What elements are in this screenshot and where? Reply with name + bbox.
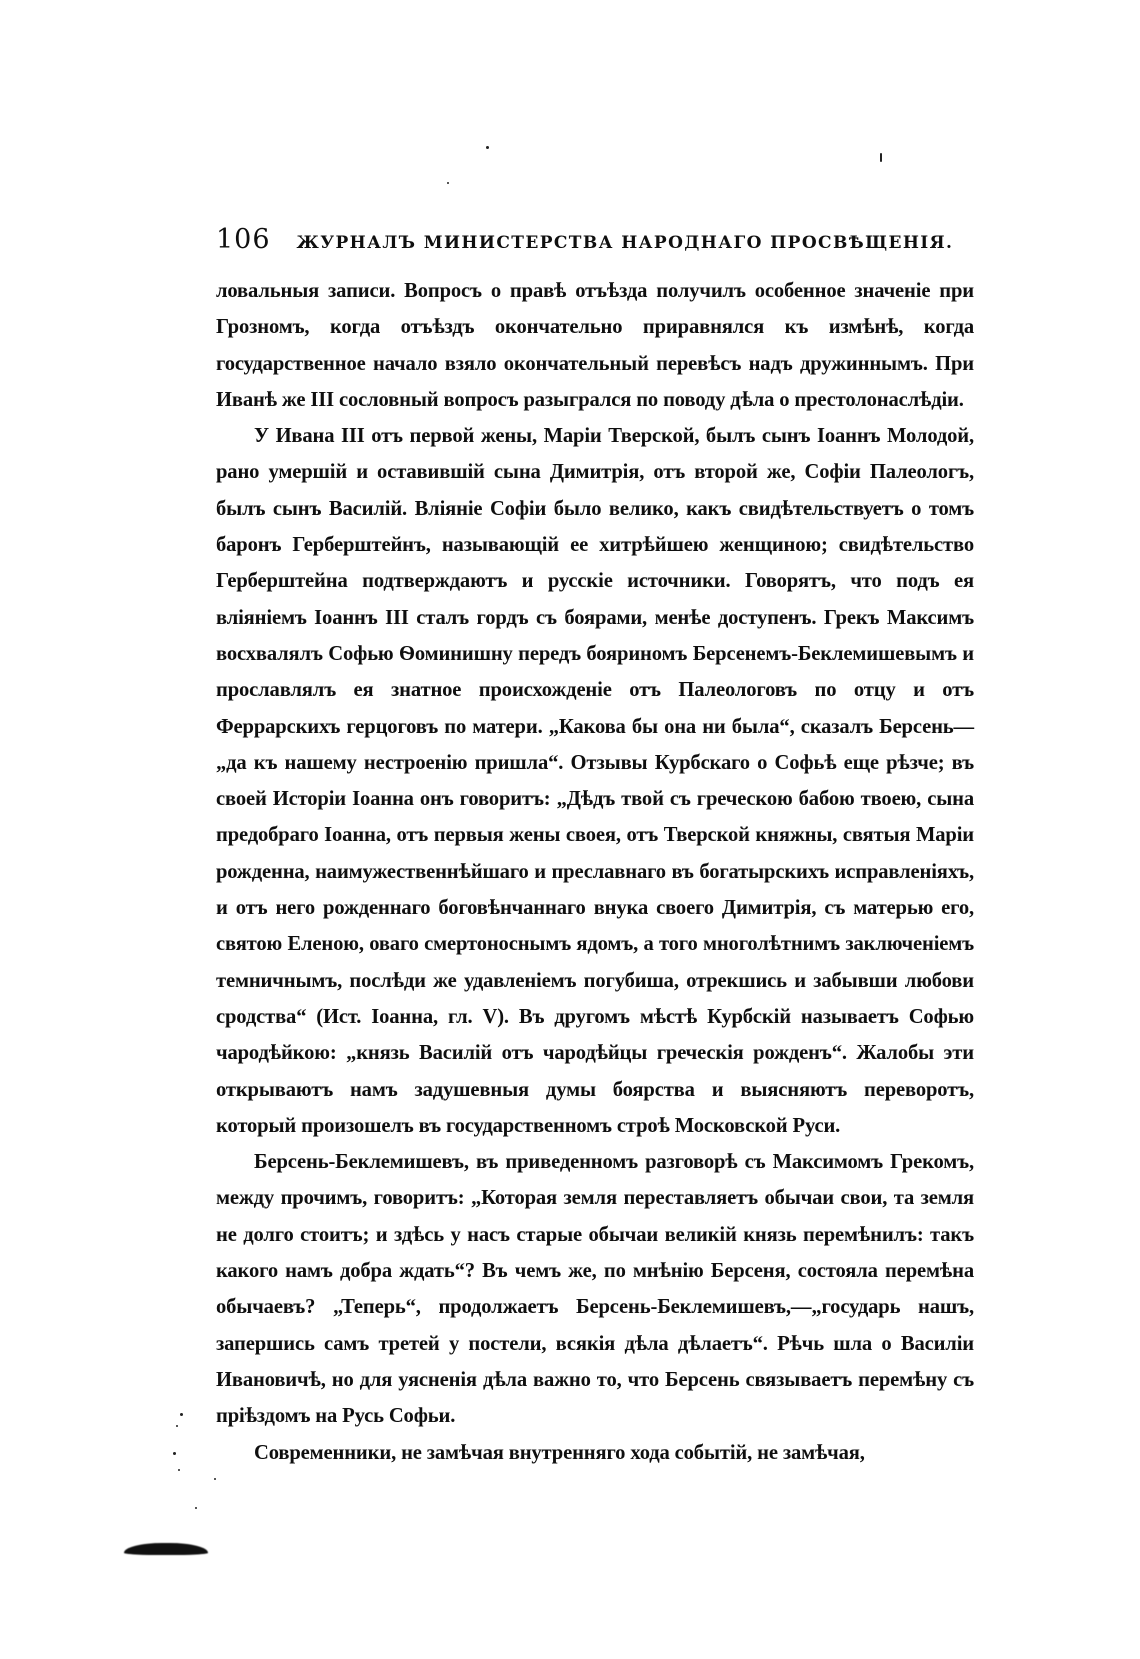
- scan-speck: [176, 1425, 178, 1427]
- scan-speck: [447, 182, 449, 184]
- scan-speck: [178, 1469, 180, 1471]
- scan-speck: [214, 1478, 216, 1480]
- body-text: [216, 273, 974, 1471]
- page-header: [216, 224, 976, 258]
- scan-speck: [880, 153, 882, 162]
- running-head: ЖУРНАЛЪ МИНИСТЕРСТВА НАРОДНАГО ПРОСВѢЩЕНІЯ.: [296, 233, 954, 253]
- paragraph-bersen-conversation: Берсень-Беклемишевъ, въ приведенномъ разговорѣ съ Максимомъ Грекомъ, между прочимъ, говоритъ: „Которая земля переставляетъ обычаи свои, та земля не долго стоитъ; и здѣсь у насъ старые обычаи великій князь перемѣнилъ: такъ какого намъ добра ждать“? Въ чемъ же, по мнѣнію Берсеня, состояла перемѣна обычаевъ? „Теперь“, продолжаетъ Берсень-Беклемишевъ,—„государь нашъ, запершись самъ третей у постели, всякія дѣла дѣлаетъ“. Рѣчь шла о Василіи Ивановичѣ, но для уясненія дѣла важно то, что Берсень связываетъ перемѣну съ пріѣздомъ на Русь Софьи.: [216, 1151, 974, 1428]
- paragraph-contemporaries: Современники, не замѣчая внутренняго хода событій, не замѣчая,: [254, 1441, 865, 1464]
- paragraph-continuation: ловальныя записи. Вопросъ о правѣ отъѣзда получилъ особенное значеніе при Грозномъ, когда отъѣздъ окончательно приравнялся къ измѣнѣ, когда государственное начало взяло окончательный перевѣсъ надъ дружиннымъ. При Иванѣ же III сословный вопросъ разыгрался по поводу дѣла о престолонаслѣдіи.: [216, 280, 974, 411]
- scan-speck: [180, 1413, 183, 1416]
- page-number: 106: [216, 224, 271, 255]
- scan-smudge: [124, 1543, 208, 1555]
- paragraph-ivan-iii-family: У Ивана III отъ первой жены, Маріи Тверской, былъ сынъ Іоаннъ Молодой, рано умершій и оставившій сына Димитрія, отъ второй же, Софіи Палеологъ, былъ сынъ Василій. Вліяніе Софіи было велико, какъ свидѣтельствуетъ о томъ баронъ Герберштейнъ, называющій ее хитрѣйшею женщиною; свидѣтельство Герберштейна подтверждаютъ и русскіе источники. Говорятъ, что подъ ея вліяніемъ Іоаннъ III сталъ гордъ съ боярами, менѣе доступенъ. Грекъ Максимъ восхвалялъ Софью Ѳоминишну передъ бояриномъ Берсенемъ-Беклемишевымъ и прославлялъ ея знатное происхожденіе отъ Палеологовъ по отцу и отъ Феррарскихъ герцоговъ по матери. „Какова бы она ни была“, сказалъ Берсень—„да къ нашему нестроенію пришла“. Отзывы Курбскаго о Софьѣ еще рѣзче; въ своей Исторіи Іоанна онъ говоритъ: „Дѣдъ твой съ греческою бабою твоею, сына предобраго Іоанна, отъ первыя жены своея, отъ Тверской княжны, святыя Маріи рожденна, наимужественнѣйшаго и преславнаго въ богатырскихъ исправленіяхъ, и отъ него рожденнаго боговѣнчаннаго внука своего Димитрія, съ матерью его, святою Еленою, оваго смертоноснымъ ядомъ, а того многолѣтнимъ заключеніемъ темничнымъ, послѣди же удавленіемъ погубиша, отрекшись и забывши любови сродства“ (Ист. Іоанна, гл. V). Въ другомъ мѣстѣ Курбскій называетъ Софью чародѣйкою: „князь Василій отъ чародѣйцы греческія рожденъ“. Жалобы эти открываютъ намъ задушевныя думы боярства и выясняютъ переворотъ, который произошелъ въ государственномъ строѣ Московской Руси.: [216, 425, 974, 1137]
- scan-speck: [486, 146, 489, 149]
- scan-speck: [195, 1507, 197, 1509]
- scan-speck: [173, 1452, 176, 1455]
